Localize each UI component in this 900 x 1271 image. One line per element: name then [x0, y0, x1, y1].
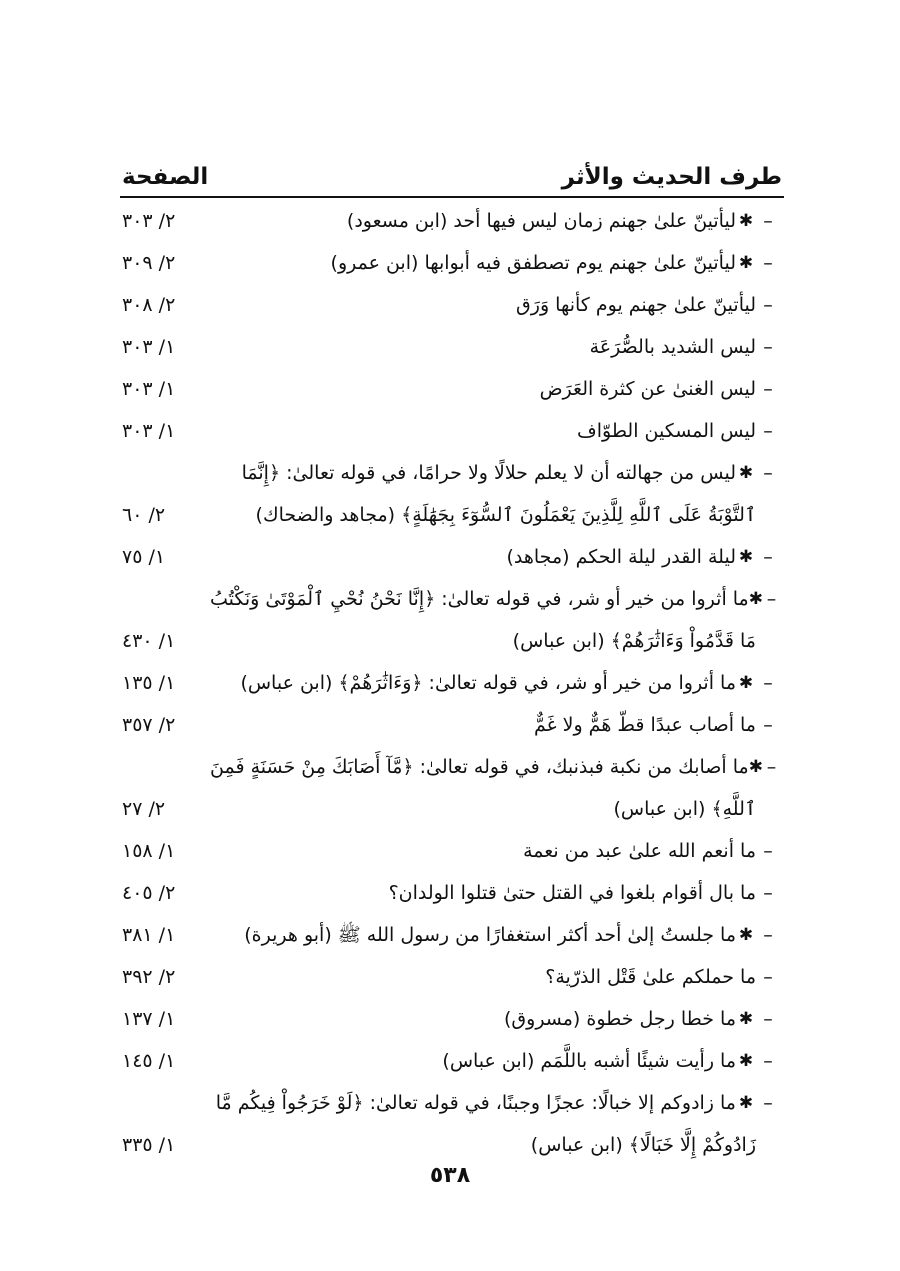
header-text-column: طرف الحديث والأثر: [561, 164, 782, 190]
dash-marker: –: [766, 756, 777, 778]
athar-star-icon: ✱: [738, 673, 754, 693]
entry-line-text: ليس الغنىٰ عن كثرة العَرَض: [539, 378, 756, 400]
page-reference: [122, 536, 232, 578]
page-reference-text: ٢/ ٣٠٣: [122, 210, 176, 232]
index-entry: [0, 242, 900, 284]
index-entry: [0, 578, 900, 662]
entry-text: [210, 830, 780, 872]
page-reference: [122, 620, 232, 662]
entry-line: [0, 200, 900, 242]
dash-marker: –: [763, 210, 773, 232]
entry-line-text: ما أثروا من خير أو شر، في قوله تعالىٰ: ﴿وَءَاثَٰرَهُمْ﴾ (ابن عباس): [240, 672, 736, 694]
header-page-column: الصفحة: [122, 164, 209, 190]
page-reference-text: ١/ ١٣٥: [122, 672, 176, 694]
page-reference-text: ٢/ ٤٠٥: [122, 882, 176, 904]
entry-line-text: ما أصابك من نكبة فبذنبك، في قوله تعالىٰ: ﴿مَّآ أَصَابَكَ مِنْ حَسَنَةٍ فَمِنَ: [210, 756, 749, 778]
entry-text: [210, 746, 780, 788]
index-entry: [0, 830, 900, 872]
entry-line-text: ما أصاب عبدًا قطّ هَمٌّ ولا غَمٌّ: [534, 714, 756, 736]
entry-line-text: ليس الشديد بالصُّرَعَة: [589, 336, 756, 358]
entry-line: [0, 1082, 900, 1124]
entry-line: [0, 452, 900, 494]
page-reference-text: ١/ ٣٠٣: [122, 336, 176, 358]
dash-marker: –: [763, 672, 773, 694]
entry-text: [210, 662, 780, 704]
page-reference-text: ٢/ ٣٥٧: [122, 714, 176, 736]
page-reference-text: ١/ ١٣٧: [122, 1008, 176, 1030]
entry-text: [210, 326, 780, 368]
page-reference: [122, 830, 232, 872]
page-reference: [122, 998, 232, 1040]
page-reference: [122, 200, 232, 242]
dash-marker: –: [766, 588, 777, 610]
dash-marker: –: [763, 1050, 773, 1072]
entry-line: [0, 830, 900, 872]
index-entry: [0, 746, 900, 830]
page-reference-text: ٢/ ٦٠: [122, 504, 166, 526]
index-entry: [0, 410, 900, 452]
entry-line-text: ما خطا رجل خطوة (مسروق): [503, 1008, 736, 1030]
entry-text: [210, 410, 780, 452]
entry-text: [210, 1124, 780, 1166]
entry-line: [0, 872, 900, 914]
page-number: ٥٣٨: [429, 1163, 471, 1188]
index-entry: [0, 998, 900, 1040]
athar-star-icon: ✱: [738, 211, 754, 231]
page-reference: [122, 368, 232, 410]
entry-line-text: ليأتينّ علىٰ جهنم يوم تصطفق فيه أبوابها (ابن عمرو): [330, 252, 736, 274]
index-entry: [0, 368, 900, 410]
page-reference: [122, 326, 232, 368]
entry-line-text: ٱللَّهِ﴾ (ابن عباس): [613, 798, 756, 820]
page-reference: [122, 284, 232, 326]
dash-marker: –: [763, 294, 773, 316]
entry-text: [210, 872, 780, 914]
entry-line: [0, 914, 900, 956]
entry-text: [210, 242, 780, 284]
entry-text: [210, 368, 780, 410]
dash-marker: –: [763, 1092, 773, 1114]
entry-line-text: ما زادوكم إلا خبالًا: عجزًا وجبنًا، في قوله تعالىٰ: ﴿لَوْ خَرَجُواْ فِيكُم مَّا: [215, 1092, 736, 1114]
athar-star-icon: ✱: [738, 547, 754, 567]
page-reference-text: ١/ ٣٣٥: [122, 1134, 176, 1156]
page-reference: [122, 662, 232, 704]
athar-star-icon: ✱: [738, 1093, 754, 1113]
page-reference: [122, 494, 232, 536]
entry-text: [210, 284, 780, 326]
page-reference-text: ١/ ٧٥: [122, 546, 166, 568]
entry-line-text: ليس من جهالته أن لا يعلم حلالًا ولا حرامًا، في قوله تعالىٰ: ﴿إِنَّمَا: [241, 462, 736, 484]
page-reference: [122, 410, 232, 452]
entry-line: [0, 1124, 900, 1166]
entry-text: [210, 578, 780, 620]
page-reference-text: ١/ ٣٠٣: [122, 420, 176, 442]
dash-marker: –: [763, 1008, 773, 1030]
page-reference-text: ١/ ٣٠٣: [122, 378, 176, 400]
dash-marker: –: [763, 840, 773, 862]
index-entry: [0, 1082, 900, 1166]
entry-line: [0, 284, 900, 326]
entry-text: [210, 536, 780, 578]
entry-line-text: ما أنعم الله علىٰ عبد من نعمة: [523, 840, 756, 862]
entry-text: [210, 1040, 780, 1082]
dash-marker: –: [763, 378, 773, 400]
dash-marker: –: [763, 714, 773, 736]
dash-marker: –: [763, 462, 773, 484]
page-reference-text: ١/ ١٥٨: [122, 840, 176, 862]
page-reference: [122, 872, 232, 914]
entry-text: [210, 452, 780, 494]
table-header: [122, 150, 782, 190]
page-reference-text: ١/ ٤٣٠: [122, 630, 176, 652]
entry-line: [0, 410, 900, 452]
entry-text: [210, 200, 780, 242]
index-entry: [0, 956, 900, 998]
index-entry: [0, 704, 900, 746]
entry-line: [0, 620, 900, 662]
index-entry: [0, 1040, 900, 1082]
page-reference-text: ١/ ١٤٥: [122, 1050, 176, 1072]
entry-line: [0, 998, 900, 1040]
index-entry: [0, 326, 900, 368]
entry-line: [0, 536, 900, 578]
athar-star-icon: ✱: [738, 253, 754, 273]
entry-line-text: ما رأيت شيئًا أشبه باللَّمَم (ابن عباس): [442, 1050, 736, 1072]
dash-marker: –: [763, 420, 773, 442]
athar-star-icon: ✱: [738, 925, 754, 945]
page-reference-text: ١/ ٣٨١: [122, 924, 176, 946]
entry-line: [0, 956, 900, 998]
entry-list: [0, 200, 900, 1166]
entry-line: [0, 242, 900, 284]
index-entry: [0, 536, 900, 578]
entry-line-text: ليأتينّ علىٰ جهنم زمان ليس فيها أحد (ابن مسعود): [346, 210, 736, 232]
index-entry: [0, 284, 900, 326]
index-entry: [0, 200, 900, 242]
entry-text: [210, 494, 780, 536]
entry-line-text: ٱلتَّوْبَةُ عَلَى ٱللَّهِ لِلَّذِينَ يَعْمَلُونَ ٱلسُّوٓءَ بِجَهَٰلَةٍ﴾ (مجاهد والضحاك): [255, 504, 756, 526]
entry-line-text: ليأتينّ علىٰ جهنم يوم كأنها وَرَق: [516, 294, 756, 316]
index-entry: [0, 914, 900, 956]
entry-line-text: ليلة القدر ليلة الحكم (مجاهد): [506, 546, 736, 568]
entry-line-text: مَا قَدَّمُواْ وَءَاثَٰرَهُمْ﴾ (ابن عباس): [512, 630, 756, 652]
entry-line-text: ما جلستُ إلىٰ أحد أكثر استغفارًا من رسول الله ﷺ (أبو هريرة): [244, 924, 736, 946]
page-reference: [122, 1040, 232, 1082]
entry-text: [210, 956, 780, 998]
dash-marker: –: [763, 966, 773, 988]
athar-star-icon: ✱: [748, 589, 763, 609]
page-reference-text: ٢/ ٣٩٢: [122, 966, 176, 988]
entry-line: [0, 326, 900, 368]
dash-marker: –: [763, 924, 773, 946]
entry-line: [0, 494, 900, 536]
dash-marker: –: [763, 336, 773, 358]
entry-text: [210, 788, 780, 830]
entry-text: [210, 914, 780, 956]
entry-line: [0, 788, 900, 830]
entry-line: [0, 1040, 900, 1082]
page-reference: [122, 914, 232, 956]
entry-line: [0, 368, 900, 410]
entry-line-text: زَادُوكُمْ إِلَّا خَبَالًا﴾ (ابن عباس): [530, 1134, 756, 1156]
page-reference-text: ٢/ ٣٠٩: [122, 252, 176, 274]
page-reference-text: ٢/ ٢٧: [122, 798, 166, 820]
page-reference: [122, 242, 232, 284]
index-entry: [0, 662, 900, 704]
entry-text: [210, 704, 780, 746]
athar-star-icon: ✱: [738, 1009, 754, 1029]
entry-line-text: ما أثروا من خير أو شر، في قوله تعالىٰ: ﴿إِنَّا نَحْنُ نُحْيِ ٱلْمَوْتَىٰ وَنَكْتُبُ: [210, 588, 749, 610]
athar-star-icon: ✱: [738, 463, 754, 483]
entry-line-text: ليس المسكين الطوّاف: [577, 420, 756, 442]
entry-line: [0, 704, 900, 746]
entry-line: [0, 578, 900, 620]
page-reference: [122, 956, 232, 998]
page-reference-text: ٢/ ٣٠٨: [122, 294, 176, 316]
index-entry: [0, 872, 900, 914]
dash-marker: –: [763, 546, 773, 568]
entry-line: [0, 746, 900, 788]
header-rule: [120, 196, 784, 198]
dash-marker: –: [763, 882, 773, 904]
entry-text: [210, 998, 780, 1040]
athar-star-icon: ✱: [738, 1051, 754, 1071]
athar-star-icon: ✱: [748, 757, 763, 777]
page-reference: [122, 1124, 232, 1166]
index-entry: [0, 452, 900, 536]
entry-text: [210, 1082, 780, 1124]
entry-line-text: ما حملكم علىٰ قَتْل الذرّية؟: [545, 966, 756, 988]
page-reference: [122, 704, 232, 746]
entry-text: [210, 620, 780, 662]
dash-marker: –: [763, 252, 773, 274]
entry-line-text: ما بال أقوام بلغوا في القتل حتىٰ قتلوا الولدان؟: [388, 882, 756, 904]
page-reference: [122, 788, 232, 830]
entry-line: [0, 662, 900, 704]
